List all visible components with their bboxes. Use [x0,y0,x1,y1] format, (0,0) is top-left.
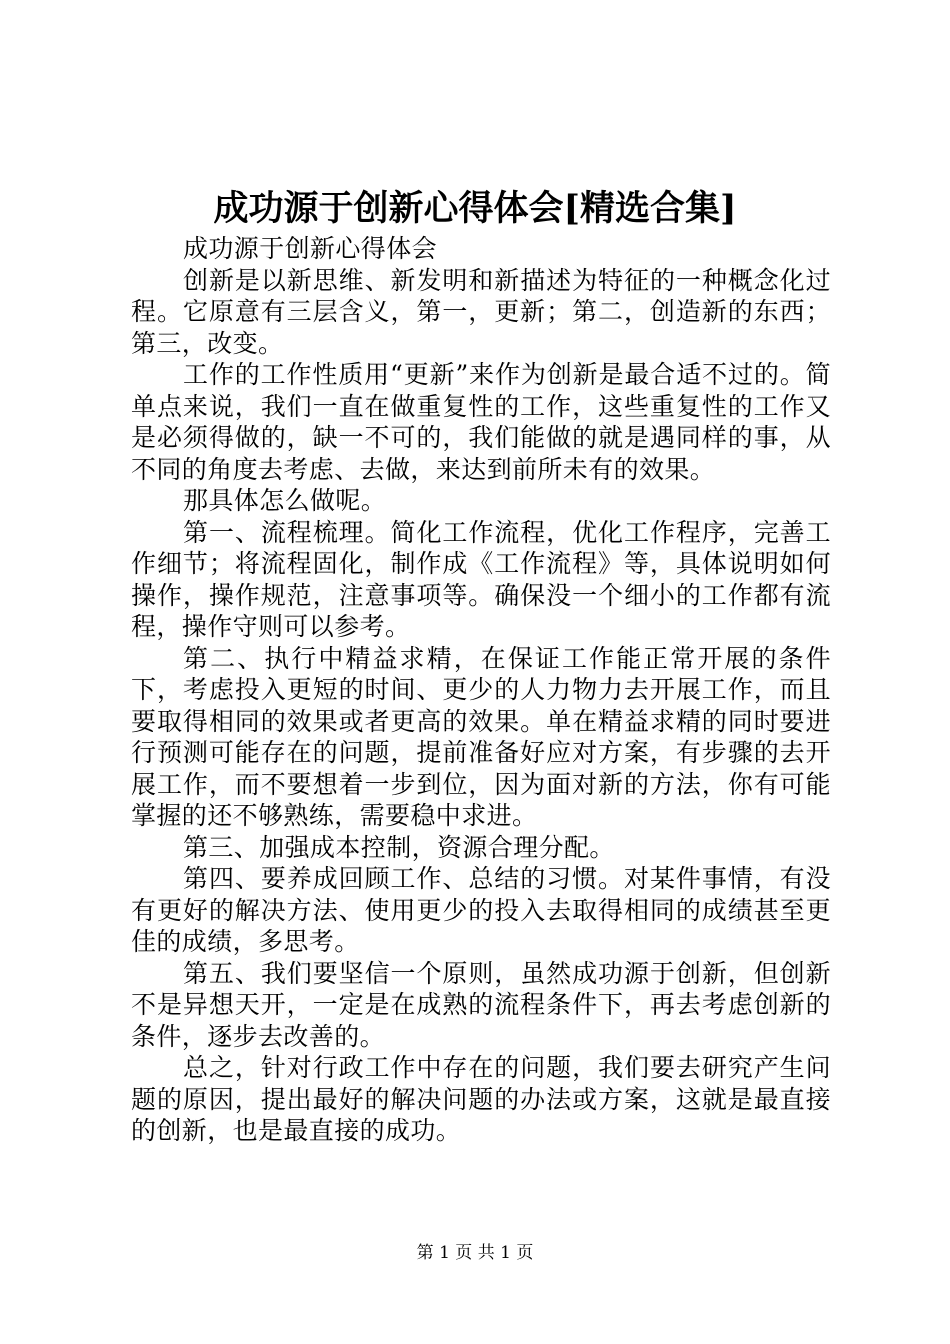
paragraph-point-three: 第三、加强成本控制，资源合理分配。 [183,832,615,862]
document-body [131,233,831,1147]
paragraph-work-nature: 工作的工作性质用“更新”来作为创新是最合适不过的。简单点来说，我们一直在做重复性的工作，这些重复性的工作又是必须得做的，缺一不可的，我们能做的就是遇同样的事，从不同的角度去考虑、去做，来达到前所未有的效果。 [131,360,831,484]
document-title: 成功源于创新心得体会[精选合集] [213,188,737,229]
paragraph-subtitle: 成功源于创新心得体会 [183,234,438,263]
paragraph-definition: 创新是以新思维、新发明和新描述为特征的一种概念化过程。它原意有三层含义，第一，更新；第二，创造新的东西；第三，改变。 [131,265,831,358]
paragraph-point-five: 第五、我们要坚信一个原则，虽然成功源于创新，但创新不是异想天开，一定是在成熟的流程条件下，再去考虑创新的条件，逐步去改善的。 [131,958,831,1051]
paragraph-point-two: 第二、执行中精益求精，在保证工作能正常开展的条件下，考虑投入更短的时间、更少的人力物力去开展工作，而且要取得相同的效果或者更高的效果。单在精益求精的同时要进行预测可能存在的问题，提前准备好应对方案，有步骤的去开展工作，而不要想着一步到位，因为面对新的方法，你有可能掌握的还不够熟练，需要稳中求进。 [131,643,831,830]
paragraph-point-one: 第一、流程梳理。简化工作流程，优化工作程序，完善工作细节；将流程固化，制作成《工作流程》等，具体说明如何操作，操作规范，注意事项等。确保没一个细小的工作都有流程，操作守则可以参考。 [131,517,831,641]
paragraph-point-four: 第四、要养成回顾工作、总结的习惯。对某件事情，有没有更好的解决方法、使用更少的投入去取得相同的成绩甚至更佳的成绩，多思考。 [131,864,831,956]
paragraph-conclusion: 总之，针对行政工作中存在的问题，我们要去研究产生问题的原因，提出最好的解决问题的办法或方案，这就是最直接的创新，也是最直接的成功。 [131,1053,831,1145]
paragraph-how-to: 那具体怎么做呢。 [183,486,387,515]
page-footer: 第 1 页 共 1 页 [416,1243,534,1263]
